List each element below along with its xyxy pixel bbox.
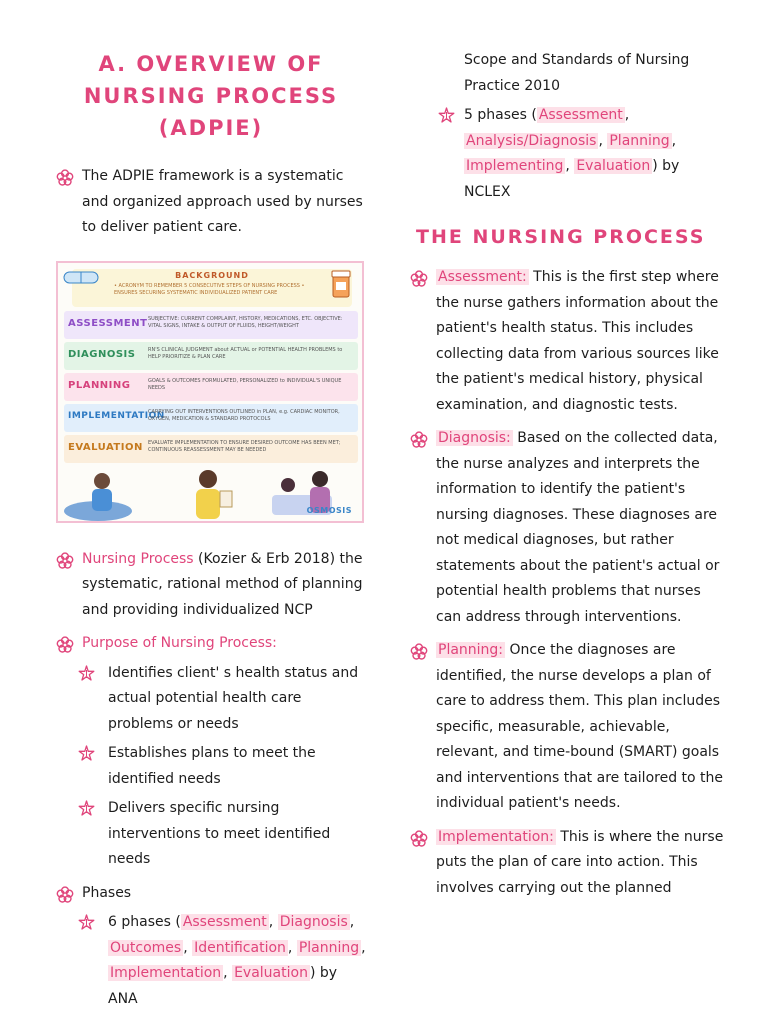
phase-tag: Implementation <box>110 965 222 981</box>
star-bullet-icon <box>78 914 95 931</box>
flower-bullet-icon <box>410 270 428 288</box>
star-bullet-icon <box>78 745 95 762</box>
infographic-row-planning <box>64 373 358 401</box>
purpose-heading-text: Purpose of Nursing Process: <box>82 635 277 651</box>
phases-heading-text: Phases <box>82 884 132 901</box>
infographic-row-diagnosis <box>64 342 358 370</box>
infographic-row-implementation <box>64 404 358 432</box>
infographic-background-text: • ACRONYM TO REMEMBER 5 CONSECUTIVE STEPS OF NURSING PROCESS • ENSURES SECURING SYSTEMATIC INDIVIDUALIZED PATIENT CARE <box>114 282 305 296</box>
infographic-row-label: DIAGNOSIS <box>68 348 136 360</box>
infographic-row-assessment <box>64 311 358 339</box>
step-term: Implementation: <box>438 828 554 845</box>
infographic-row-label: ASSESSMENT <box>68 317 148 329</box>
star-bullet-icon <box>78 665 95 682</box>
phase-tag: Analysis/Diagnosis <box>466 132 597 149</box>
infographic-row-desc: GOALS & OUTCOMES FORMULATED, PERSONALIZED to INDIVIDUAL'S UNIQUE NEEDS <box>148 377 342 391</box>
adpie-infographic <box>56 261 364 523</box>
step-text: Once the diagnoses are identified, the nurse develops a plan of care to address them. This plan includes specific, measurable, achievable, relevant, and time-bound (SMART) goals and interventions that are tailored to the individual patient's needs. <box>436 642 724 811</box>
scope-text: Scope and Standards of Nursing Practice 2010 <box>464 52 690 94</box>
infographic-row-evaluation <box>64 435 358 463</box>
flower-bullet-icon <box>410 431 428 449</box>
section-title: THE NURSING PROCESS <box>416 226 706 248</box>
step-implementation <box>410 825 730 902</box>
flower-bullet-icon <box>410 643 428 661</box>
nursing-process-term: Nursing Process <box>82 550 194 567</box>
purpose-heading <box>56 631 366 657</box>
flower-bullet-icon <box>56 169 74 187</box>
infographic-background-title: BACKGROUND <box>175 270 249 280</box>
phases-ana: 6 phases ( Assessment , Diagnosis , Outcomes , Identification , Planning , Implementation , Evaluation ) by ANA <box>56 910 366 1012</box>
phase-tag: Outcomes <box>110 939 182 956</box>
infographic-row-label: IMPLEMENTATION <box>68 410 165 421</box>
step-text: This is the first step where the nurse gathers information about the patient's health status. This includes collecting data from various sources like the patient's medical history, physical examination, and diagnostic tests. <box>436 269 719 413</box>
star-bullet-icon <box>78 800 95 817</box>
nursing-process-text: (Kozier & Erb 2018) the systematic, rational method of planning and providing individualized NCP <box>82 550 363 618</box>
phase-tag: Planning <box>609 132 670 149</box>
infographic-brand: OSMOSIS <box>306 505 352 515</box>
step-term: Assessment: <box>438 269 527 285</box>
phases-nclex: 5 phases ( Assessment , Analysis/Diagnosis , Planning , Implementing , Evaluation ) by NCLEX <box>410 103 730 205</box>
phase-tag: Planning <box>298 939 360 956</box>
left-column <box>56 48 366 1012</box>
title-line: NURSING PROCESS <box>83 84 339 108</box>
page-title <box>56 48 366 144</box>
step-term: Planning: <box>438 642 504 658</box>
phase-tag: Assessment <box>538 107 623 123</box>
phase-tag: Diagnosis <box>279 914 348 930</box>
title-line: A. OVERVIEW OF <box>98 52 324 76</box>
intro-paragraph <box>56 164 366 241</box>
infographic-row-desc: CARRYING OUT INTERVENTIONS OUTLINED in PLAN, e.g. CARDIAC MONITOR, OXYGEN, MEDICATION & STANDARD PROTOCOLS <box>148 408 340 422</box>
phase-tag: Assessment <box>182 914 267 930</box>
infographic-row-desc: EVALUATE IMPLEMENTATION TO ENSURE DESIRED OUTCOME HAS BEEN MET; CONTINUOUS REASSESSMENT MAY BE NEEDED <box>148 439 341 453</box>
flower-bullet-icon <box>56 552 74 570</box>
phase-tag: Identification <box>194 939 286 956</box>
phases-suffix: ) by ANA <box>108 965 338 1007</box>
infographic-row-label: PLANNING <box>68 379 131 391</box>
title-line: (ADPIE) <box>158 116 264 140</box>
step-text: Based on the collected data, the nurse analyzes and interprets the information to identify the patient's nursing diagnoses. These diagnoses are not medical diagnoses, but rather statements about the patient's actual or potential health problems that nurses can address through interventions. <box>436 430 720 625</box>
phases-heading <box>56 881 366 907</box>
capsule-icon <box>62 267 102 289</box>
intro-text: is a systematic and organized approach used by nurses to deliver patient care. <box>82 168 363 235</box>
flower-bullet-icon <box>56 636 74 654</box>
purpose-item <box>56 741 366 792</box>
purpose-item-text: Delivers specific nursing interventions to meet identified needs <box>108 800 331 867</box>
step-term: Diagnosis: <box>438 430 511 446</box>
purpose-item-text: Establishes plans to meet the identified needs <box>108 745 316 787</box>
step-assessment <box>410 265 730 418</box>
phases-prefix: 6 phases ( <box>108 914 181 930</box>
phase-tag: Implementing <box>466 158 564 174</box>
phase-tag: Evaluation <box>576 158 651 174</box>
phases-prefix: 5 phases ( <box>464 107 537 123</box>
purpose-item <box>56 796 366 873</box>
purpose-item-text: Identifies client' s health status and actual potential health care problems or needs <box>108 664 359 732</box>
infographic-row-label: EVALUATION <box>68 441 143 453</box>
purpose-item <box>56 661 366 738</box>
right-column <box>410 48 730 901</box>
intro-term: The ADPIE framework <box>82 168 235 184</box>
step-planning <box>410 638 730 817</box>
flower-bullet-icon <box>410 830 428 848</box>
pill-bottle-icon <box>330 269 352 299</box>
phase-tag: Evaluation <box>234 965 308 981</box>
nursing-process-definition <box>56 547 366 624</box>
phases-suffix: ) by NCLEX <box>464 158 680 200</box>
infographic-row-desc: RN'S CLINICAL JUDGMENT about ACTUAL or POTENTIAL HEALTH PROBLEMS to HELP PRIORITIZE & PLAN CARE <box>148 346 343 360</box>
flower-bullet-icon <box>56 886 74 904</box>
step-text: This is where the nurse puts the plan of care into action. This involves carrying out the planned <box>436 828 724 896</box>
step-diagnosis <box>410 426 730 630</box>
star-bullet-icon <box>438 107 455 124</box>
infographic-row-desc: SUBJECTIVE: CURRENT COMPLAINT, HISTORY, MEDICATIONS, ETC. OBJECTIVE: VITAL SIGNS, INTAKE & OUTPUT OF FLUIDS, HEIGHT/WEIGHT <box>148 315 343 329</box>
